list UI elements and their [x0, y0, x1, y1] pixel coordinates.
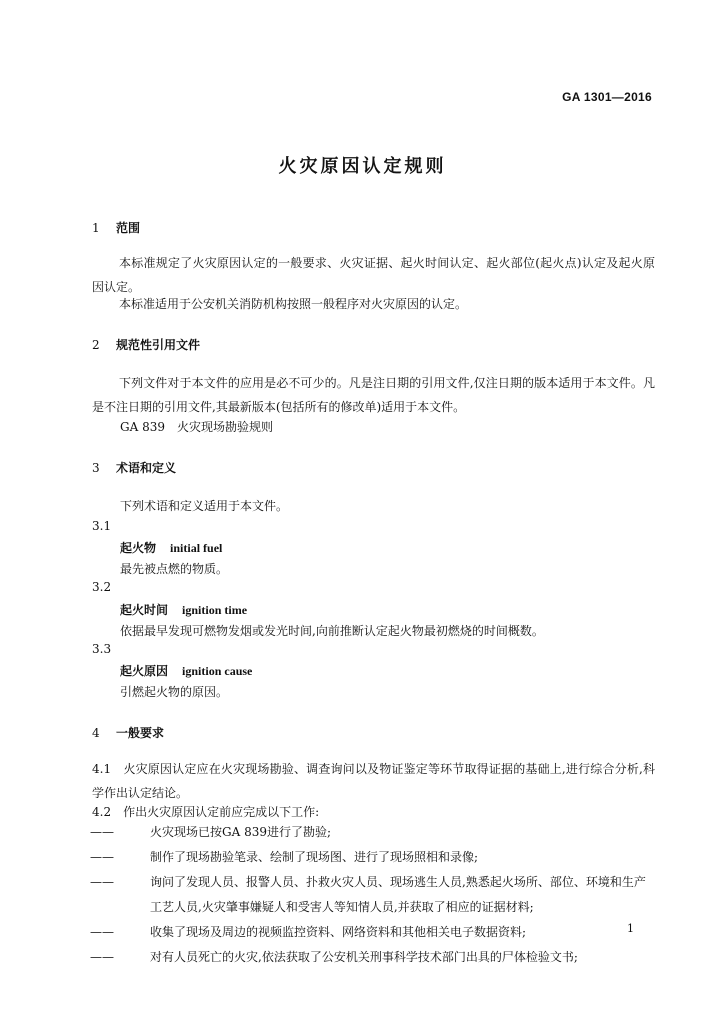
list-item-text: 对有人员死亡的火灾,依法获取了公安机关刑事科学技术部门出具的尸体检验文书; — [150, 950, 578, 964]
term-chinese: 起火物 — [120, 541, 157, 555]
list-item — [90, 870, 655, 920]
dash-marker: —— — [90, 850, 114, 864]
list-item-text: 制作了现场勘验笔录、绘制了现场图、进行了现场照相和录像; — [150, 850, 479, 864]
clause-4-2: 4.2 作出火灾原因认定前应完成以下工作: — [92, 805, 320, 819]
section-1-heading — [92, 219, 140, 236]
dash-marker: —— — [90, 950, 114, 964]
section-1-paragraph-1: 本标准规定了火灾原因认定的一般要求、火灾证据、起火时间认定、起火部位(起火点)认定及起火原因认定。 — [92, 256, 655, 294]
terms-intro: 下列术语和定义适用于本文件。 — [120, 499, 289, 513]
list-item — [90, 945, 655, 970]
term-heading — [120, 601, 247, 618]
term-heading — [120, 662, 252, 679]
term-chinese: 起火原因 — [120, 664, 169, 678]
normative-reference: GA 839 火灾现场勘验规则 — [120, 420, 273, 434]
term-chinese: 起火时间 — [120, 603, 169, 617]
term-english: initial fuel — [170, 541, 223, 555]
dash-marker: —— — [90, 925, 114, 939]
document-code: GA 1301—2016 — [562, 90, 652, 104]
section-2-paragraph-1: 下列文件对于本文件的应用是必不可少的。凡是注日期的引用文件,仅注日期的版本适用于本文件。凡是不注日期的引用文件,其最新版本(包括所有的修改单)适用于本文件。 — [92, 376, 655, 414]
term-definition: 依据最早发现可燃物发烟或发光时间,向前推断认定起火物最初燃烧的时间概数。 — [120, 624, 544, 638]
page-number: 1 — [627, 922, 634, 935]
list-item-text: 收集了现场及周边的视频监控资料、网络资料和其他相关电子数据资料; — [150, 925, 527, 939]
term-number: 3.1 — [92, 519, 112, 533]
term-english: ignition time — [182, 603, 248, 617]
dash-marker: —— — [90, 875, 114, 889]
list-item — [90, 845, 655, 870]
list-item-text: 询问了发现人员、报警人员、扑救火灾人员、现场逃生人员,熟悉起火场所、部位、环境和生产工艺人员,火灾肇事嫌疑人和受害人等知情人员,并获取了相应的证据材料; — [150, 875, 646, 914]
term-number: 3.2 — [92, 580, 112, 594]
dash-marker: —— — [90, 825, 114, 839]
section-number: 2 — [92, 338, 100, 352]
list-item-text: 火灾现场已按GA 839进行了勘验; — [150, 825, 332, 839]
section-title: 术语和定义 — [116, 461, 177, 475]
page-title: 火灾原因认定规则 — [278, 156, 447, 177]
section-1-paragraph-2: 本标准适用于公安机关消防机构按照一般程序对火灾原因的认定。 — [119, 297, 468, 311]
section-4-heading — [92, 724, 164, 741]
section-title: 规范性引用文件 — [116, 338, 201, 352]
term-definition: 引燃起火物的原因。 — [120, 685, 229, 699]
list-item — [90, 820, 655, 845]
clause-4-1: 4.1 火灾原因认定应在火灾现场勘验、调查询问以及物证鉴定等环节取得证据的基础上,进行综合分析,科学作出认定结论。 — [92, 762, 655, 800]
section-3-heading — [92, 459, 176, 476]
requirements-list — [90, 820, 655, 970]
term-number: 3.3 — [92, 642, 112, 656]
term-heading — [120, 539, 222, 556]
term-english: ignition cause — [182, 664, 253, 678]
section-title: 一般要求 — [116, 726, 165, 740]
section-number: 3 — [92, 461, 100, 475]
section-number: 1 — [92, 221, 100, 235]
section-2-heading — [92, 336, 200, 353]
term-definition: 最先被点燃的物质。 — [120, 562, 229, 576]
list-item — [90, 920, 655, 945]
section-title: 范围 — [116, 221, 141, 235]
section-number: 4 — [92, 726, 100, 740]
